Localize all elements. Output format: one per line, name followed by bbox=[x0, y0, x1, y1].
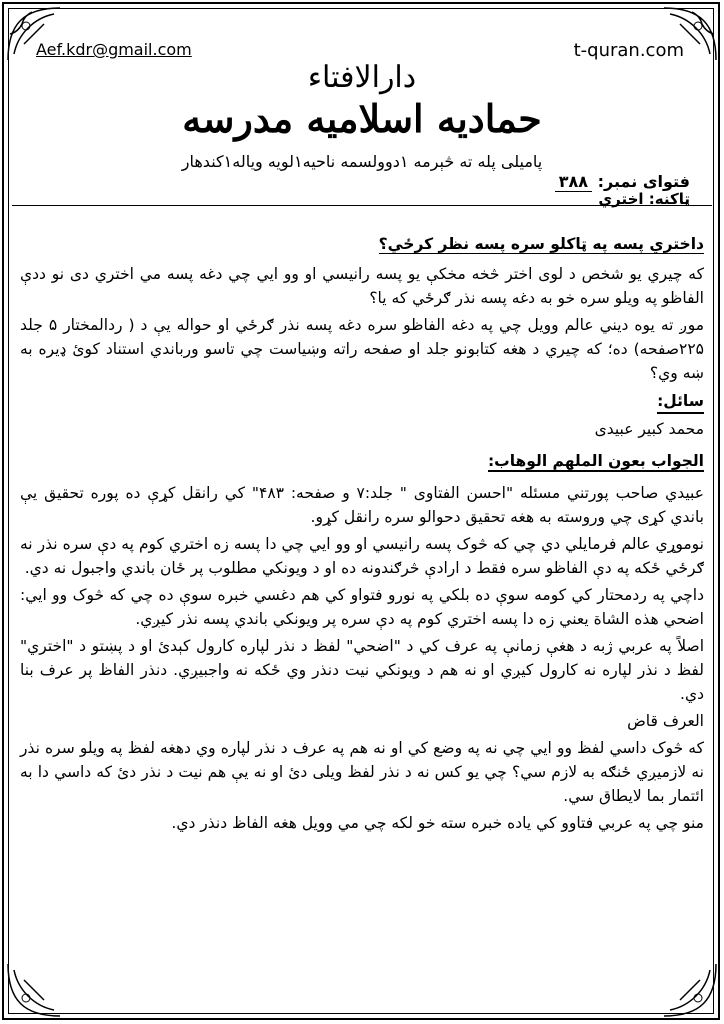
asker-label: سائل: bbox=[20, 389, 704, 413]
fatwa-number bbox=[555, 172, 690, 191]
answer-maxim: العرف قاض bbox=[627, 712, 704, 730]
fatwa-number-label: فتوای نمبر: bbox=[597, 172, 690, 191]
header-divider bbox=[12, 205, 712, 206]
answer-paragraph: عبيدي صاحب پورتني مسئله "احسن الفتاوى " جلد:۷ و صفحه: ۴۸۳" کي رانقل کړې ده پوره تحقيق يې باندي کړى چي وروسته به هغه تحقيق دحوالو سره رانقل کړو. bbox=[20, 484, 704, 526]
answer-paragraph: منو چي په عربي فتاوو کي ياده خبره سته خو لکه چي مي وويل هغه الفاظ دنذر دي. bbox=[171, 814, 704, 832]
answer-paragraph: اصلاً په عربي ژبه د هغې زمانې په عرف کي د "اضحي" لفظ د نذر لپاره کارول کېدئ او د پښتو د "اختري" لفظ د نذر لپاره نه کارول کيږي او نه هم د ويونکي نيت دنذر وي ځکه نه واجبيږي. دنذر الفاظ پر عرف بنا دي. bbox=[20, 637, 704, 703]
corner-ornament-icon bbox=[4, 960, 64, 1020]
header-subtitle: حمادیه اسلامیه مدرسه bbox=[182, 96, 542, 141]
question-paragraph: موږ ته يوه ديني عالم وويل چي په دغه الفاظو سره دغه پسه نذر ګرځي او حواله يې د ( ردالمختار ۵ جلد ۲۲۵صفحه) ده؛ که چيري د هغه کتابونو جلد او صفحه راته وښياست چي تاسو ورباندي استناد کوئ ډيره به ښه وي؟ bbox=[20, 316, 704, 382]
letterhead bbox=[12, 10, 712, 208]
topic-tag: ټاکنه: اختري bbox=[598, 190, 690, 208]
website-link[interactable]: t-quran.com bbox=[573, 40, 684, 61]
answer-paragraph: داچي په ردمحتار کي کومه سوې ده بلکي په نورو فتواو کي هم دغسي خبره سوې ده چي که څوک وو ايي: اضحي هذه الشاة يعني زه دا پسه اختري کوم په دې سره پر ويونکي باندي پسه نذر کيږي. bbox=[20, 586, 704, 628]
question-title: داختري پسه په ټاکلو سره پسه نظر کرځي؟ bbox=[378, 235, 704, 253]
question-paragraph: که چيري يو شخص د لوى اختر څخه مخکې يو پسه رانيسي او وو ايي چي دغه پسه مي اختري دى نو ددې الفاظو په ويلو سره خو به دغه پسه نذر ګرځي که يا؟ bbox=[20, 265, 704, 307]
email-link[interactable]: Aef.kdr@gmail.com bbox=[36, 40, 192, 59]
corner-ornament-icon bbox=[660, 960, 720, 1020]
header-title: دارالافتاء bbox=[307, 60, 417, 95]
answer-paragraph: که څوک داسي لفظ وو ايي چي نه په وضع کي او نه هم په عرف د نذر لپاره وي دهغه لفظ په ويلو سره نذر نه لازميږي ځنګه به لازم سي؟ چي يو کس نه د نذر لفظ ويلى دئ او نه يې هم نيت د نذر دئ که داسي دا به ائتمار بما لايطاق سي. bbox=[20, 739, 704, 805]
fatwa-number-value: ۳۸۸ bbox=[555, 172, 592, 192]
asker-name: محمد کبير عبيدى bbox=[594, 420, 704, 438]
answer-heading: الجواب بعون الملهم الوهاب: bbox=[487, 452, 704, 470]
fatwa-body bbox=[20, 232, 704, 838]
header-address: پامیلی پله ته څېرمه ۱دوولسمه ناحیه۱لویه ویاله۱کندهار bbox=[181, 152, 543, 171]
answer-paragraph: نوموړي عالم فرمايلي دي چي که څوک پسه رانيسي او وو ايي چي دا پسه زه اختري کوم په دې سره نذر نه ګرځي ځکه په دې الفاظو سره فقط د ارادې څرګندونه ده او د ويونکي مطلوب پر ځان باندي واجبول نه دي. bbox=[20, 535, 704, 577]
